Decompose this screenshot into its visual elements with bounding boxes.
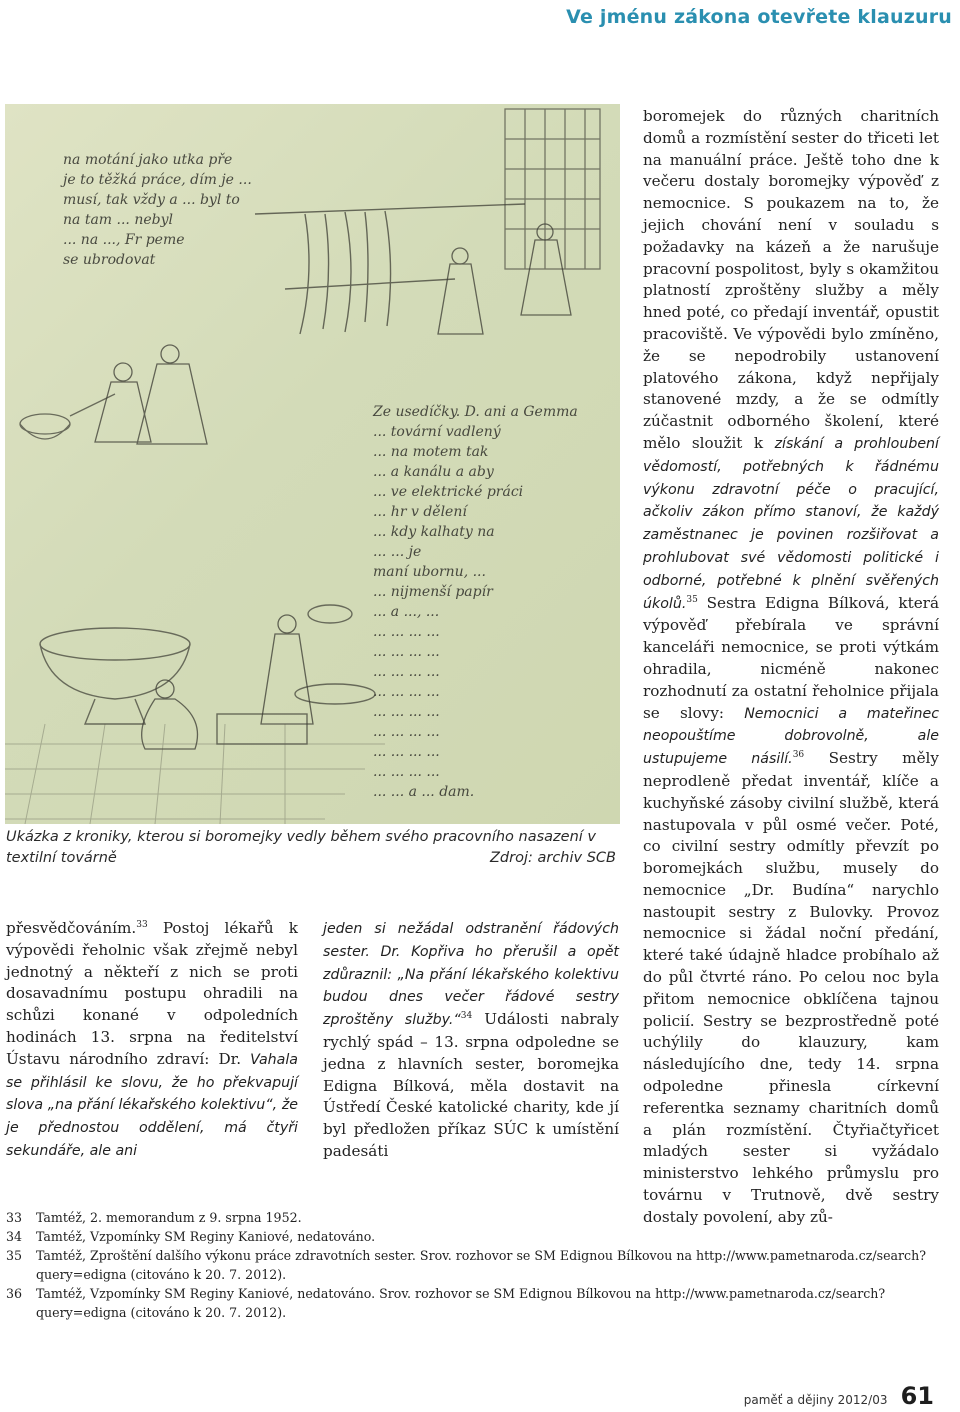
figure-caption — [6, 827, 616, 869]
caption-credit: Zdroj: archiv SCB — [490, 850, 616, 866]
journal-label: paměť a dějiny 2012/03 — [743, 1393, 888, 1407]
footnote-text: Tamtéž, 2. memorandum z 9. srpna 1952. — [36, 1210, 302, 1225]
quote-run: jeden si nežádal odstranění řádových sester. Dr. Kopřiva ho přerušil a opět zdůraznil: „Na přání lékařského kolektivu budou dnes večer řádové sestry zproštěny služby.“ — [323, 921, 619, 1029]
chronicle-sketch-image — [5, 104, 620, 824]
text-run: Sestry měly neprodleně předat inventář, klíče a kuchyňské zásoby civilní službě, která nastupovala v půl osmé večer. Poté, co civilní sestry odmítly převzít po boromejkách službu, musely do nemocnice „Dr. Budína“ narychlo nastoupit sestry z Bulovky. Provoz nemocnice si žádal noční předání, které také údajně hladce probíhalo až do půl čtvrté ráno. Po celou noc byla přitom nemocnice obklíčena tajnou policií. Sestry se bezprostředně poté uchýlily do klauzury, kam následujícího dne, tedy 14. srpna odpoledne přinesla církevní referentka seznamy charitních domů a plán rozmístění. Čtyřiačtyřicet mladých sester si vyžádalo ministerstvo lehkého průmyslu pro továrnu v Trutnově, dvě sestry dostaly povolení, aby zů- — [643, 749, 939, 1226]
footnote-text: Tamtéž, Vzpomínky SM Reginy Kaniové, nedatováno. — [36, 1229, 376, 1244]
quote-run: Vahala se přihlásil ke slovu, že ho překvapují slova „na přání lékařského kolektivu“, že je přednostou oddělení, má čtyři sekundáře, ale ani — [6, 1051, 298, 1159]
handwriting-line: ... ... ... ... — [373, 664, 440, 680]
handwriting-line: ... ... ... ... — [373, 644, 440, 660]
handwriting-line: ... ... a ... dam. — [373, 784, 475, 800]
handwriting-line: ... na ..., Fr peme — [63, 232, 185, 248]
handwriting-line: ... na motem tak — [373, 444, 489, 460]
footnote — [6, 1246, 941, 1284]
page-footer — [744, 1382, 934, 1410]
handwriting-line: musí, tak vždy a ... byl to — [63, 192, 240, 208]
footnote-text: Tamtéž, Vzpomínky SM Reginy Kaniové, nedatováno. Srov. rozhovor se SM Edignou Bílkovou na http://www.pametnaroda.cz/search?query=edigna (citováno k 20. 7. 2012). — [36, 1286, 886, 1320]
footnote-ref: 35 — [686, 594, 698, 605]
handwriting-line: ... kdy kalhaty na — [373, 524, 495, 540]
handwriting-top — [60, 152, 252, 268]
paragraph — [323, 918, 619, 1163]
handwriting-line: ... ... ... ... — [373, 744, 440, 760]
footnote — [6, 1208, 941, 1227]
handwriting-line: ... ... je — [373, 544, 422, 560]
handwriting-right — [372, 404, 578, 800]
handwriting-line: ... hr v dělení — [373, 504, 467, 520]
text-run: Sestra Edigna Bílková, která výpověď přebírala ve správní kanceláři nemocnice, se proti výtkám ohradila, nicméně nakonec rozhodnutí za ostatní řeholnice přijala se slovy: — [643, 593, 939, 722]
paragraph — [6, 918, 298, 1163]
footnote-ref: 36 — [792, 750, 805, 761]
floor-tiles — [5, 724, 385, 824]
handwriting-line: maní ubornu, ... — [373, 564, 486, 580]
text-run: Události nabraly rychlý spád – 13. srpna odpoledne se jedna z hlavních sester, boromejka Edigna Bílková, měla dostavit na Ústředí České katolické charity, kde jí byl předložen příkaz SÚC k umístění padesáti — [323, 1010, 619, 1160]
running-header-title: Ve jménu zákona otevřete klauzuru — [566, 6, 952, 28]
handwriting-line: na motání jako utka pře — [63, 152, 233, 168]
handwriting-line: ... ... ... ... — [373, 704, 440, 720]
text-column-3 — [643, 106, 939, 1229]
handwriting-line: ... ... ... ... — [373, 624, 440, 640]
handwriting-line: ... ... ... ... — [373, 764, 440, 780]
handwriting-line: ... tovární vadlený — [373, 424, 501, 440]
quote-run: získání a prohloubení vědomostí, potřebných k řádnému výkonu zdravotní péče o pracující, ačkoliv zákon přímo stanoví, že každý zaměstnanec je povinen rozšiřovat a prohlubovat své vědomosti politické i odborné, potřebné k plnění svěřených úkolů. — [643, 435, 939, 612]
handwriting-line: ... ve elektrické práci — [373, 484, 524, 500]
handwriting-line: na tam ... nebyl — [63, 212, 173, 228]
basket — [20, 394, 115, 439]
handwriting-line: je to těžká práce, dím je ... — [63, 172, 252, 188]
text-column-1 — [6, 918, 298, 1163]
text-run: Postoj lékařů k výpovědi řeholnic však zřejmě nebyl jednotný a někteří z nich se proti dosavadnímu postupu ohradili na schůzi konané v odpoledních hodinách 13. srpna na ředitelství Ústavu národního zdraví: Dr. — [6, 919, 298, 1068]
footnote — [6, 1227, 941, 1246]
handwriting-line: se ubrodovat — [63, 252, 156, 268]
text-column-2 — [323, 918, 619, 1163]
footnote-ref: 33 — [136, 919, 148, 930]
text-run: přesvědčováním. — [6, 919, 137, 937]
paragraph — [643, 106, 939, 1229]
footnote-number: 34 — [6, 1229, 23, 1244]
handwriting-line: ... ... ... ... — [373, 684, 440, 700]
footnote-ref: 34 — [460, 1011, 473, 1022]
text-run: boromejek do různých charitních domů a rozmístění sester do třiceti let na manuální práce. Ještě toho dne k večeru dostaly boromejky výpověď z nemocnice. S poukazem na to, že jejich chování není v souladu s požadavky na kázeň a že narušuje pracovní pospolitost, byly s okamžitou platností zproštěny služby a měly hned poté, co předají inventář, opustit pracoviště. Ve výpovědi bylo zmíněno, že se nepodrobily ustanovení platového zákona, když nepřijaly stanovené mzdy, a že se odmítly zúčastnit odborného školení, které mělo sloužit k — [643, 107, 939, 452]
handwriting-line: ... a ..., ... — [373, 604, 440, 620]
footnote — [6, 1284, 941, 1322]
quote-run: Nemocnici a mateřinec neopouštíme dobrovolně, ale ustupujeme násilí. — [643, 705, 939, 768]
handwriting-line: ... a kanálu a aby — [373, 464, 494, 480]
page-number: 61 — [900, 1382, 934, 1410]
footnotes — [6, 1208, 941, 1322]
handwriting-line: ... ... ... ... — [373, 724, 440, 740]
footnote-number: 35 — [6, 1248, 23, 1263]
washing-tubs — [40, 605, 375, 744]
caption-text: Ukázka z kroniky, kterou si boromejky vedly během svého pracovního nasazení v textilní továrně — [6, 829, 596, 866]
footnote-number: 33 — [6, 1210, 23, 1225]
handwriting-line: ... nijmenší papír — [373, 584, 493, 600]
sketch-drawing — [5, 104, 620, 824]
handwriting-line: Ze usedíčky. D. ani a Gemma — [373, 404, 578, 420]
footnote-text: Tamtéž, Zproštění dalšího výkonu práce zdravotních sester. Srov. rozhovor se SM Edignou Bílkovou na http://www.pametnaroda.cz/search?query=edigna (citováno k 20. 7. 2012). — [36, 1248, 926, 1282]
window-grid — [505, 109, 600, 269]
footnote-number: 36 — [6, 1286, 23, 1301]
yarn-reel — [255, 204, 525, 334]
